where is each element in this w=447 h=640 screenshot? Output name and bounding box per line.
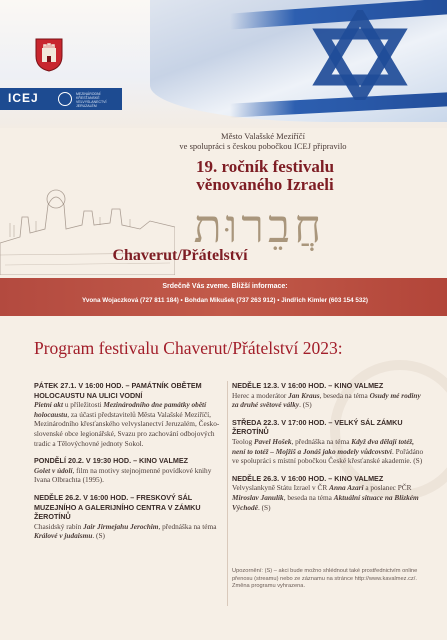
event-heading: PONDĚLÍ 20.2. V 19:30 HOD. – KINO VALMEZ (34, 456, 189, 466)
event-item (232, 418, 428, 466)
event-description: Chasidský rabín Jair Jirmejahu Jerochim, přednáška na téma Králové v judaismu. (S) (34, 521, 217, 541)
event-item (232, 474, 428, 512)
event-item (232, 381, 428, 410)
star-of-david-icon (300, 10, 420, 100)
event-description: Teolog Pavel Hošek, přednáška na téma Když dva dělají totéž, není to totéž – Mojžíš a Jonáš jako modely vůdcovství. Pořádáno ve spolupráci s místní pobočkou České křesťanské akademie. (S) (232, 436, 424, 466)
festival-title-line-2: věnovaného Izraeli (196, 175, 334, 194)
program-note: Upozornění: (S) – akci bude možno shlédnout také prostřednictvím online přenosu (streamu) nebo ze záznamu na stránce http://www.kavalmez.cz/. Změna programu vyhrazena. (232, 568, 418, 589)
organizer-text (133, 131, 393, 151)
event-description: Velvyslankyně Státu Izrael v ČR Anna Azari a poslanec PČR Miroslav Janulík, beseda na téma Aktuální situace na Blízkém Východě. (S) (232, 483, 419, 512)
column-divider (227, 381, 228, 606)
program-column-right (232, 381, 428, 520)
contact-heading: Srdečně Vás zveme. Bližší informace: (162, 283, 288, 290)
event-description: Herec a moderátor Jan Kraus, beseda na téma Osudy mé rodiny za druhé světové války. (S) (232, 390, 421, 410)
city-crest-icon (35, 38, 63, 72)
icej-logo (0, 88, 122, 110)
program-title: Program festivalu Chaverut/Přátelství 2023: (34, 338, 343, 358)
organizer-line-2: ve spolupráci s českou pobočkou ICEJ připravilo (179, 141, 347, 151)
event-heading: NEDĚLE 26.2. V 16:00 HOD. – FRESKOVÝ SÁL MUZEJNÍHO A GALERIJNÍHO CENTRA V ZÁMKU ŽEROTÍNŮ (34, 492, 201, 522)
hebrew-title: חֲבֵרוּת (193, 201, 326, 252)
program-column-left (34, 381, 222, 549)
organizer-line-1: Město Valašské Meziříčí (221, 131, 305, 141)
event-heading: PÁTEK 27.1. V 16:00 HOD. – PAMÁTNÍK OBĚTEM HOLOCAUSTU NA ULICI VODNÍ (34, 381, 202, 400)
icej-logo-text: ICEJ (8, 91, 39, 105)
festival-title-line-1: 19. ročník festivalu (195, 157, 335, 176)
event-description: Pietní akt u příležitosti Mezinárodního dne památky obětí holocaustu, za účasti představitelů Města Valašské Meziříčí, Mezinárodního křesťanského velvyslanectví Jeruzalém, Česko-slovenské obce legionářské, Svazu pro zachování odbojových tradic a Tělovýchovné jednoty Sokol. (34, 400, 220, 448)
event-item (34, 381, 222, 448)
contact-line: Yvona Wojaczková (727 811 184) • Bohdan Mikušek (737 263 912) • Jindřich Kimler (603 154 532) (81, 297, 369, 304)
globe-icon (58, 92, 72, 106)
event-heading: NEDĚLE 26.3. V 16:00 HOD. – KINO VALMEZ (232, 473, 384, 483)
event-item (34, 493, 222, 541)
event-heading: STŘEDA 22.3. V 17:00 HOD. – VELKÝ SÁL ZÁMKU ŽEROTÍNŮ (232, 417, 403, 437)
icej-logo-subtitle: MEZINÁRODNÍ KŘESŤANSKÉ VELVYSLANECTVÍ JERUZALÉM (76, 92, 107, 108)
festival-subtitle: Chaverut/Přátelství (112, 247, 248, 264)
event-item (34, 456, 222, 485)
event-heading: NEDĚLE 12.3. V 16:00 HOD. – KINO VALMEZ (232, 381, 384, 390)
event-description: Golet v údolí, film na motivy stejnojmenné povídkové knihy Ivana Olbrachta (1995). (34, 465, 212, 485)
